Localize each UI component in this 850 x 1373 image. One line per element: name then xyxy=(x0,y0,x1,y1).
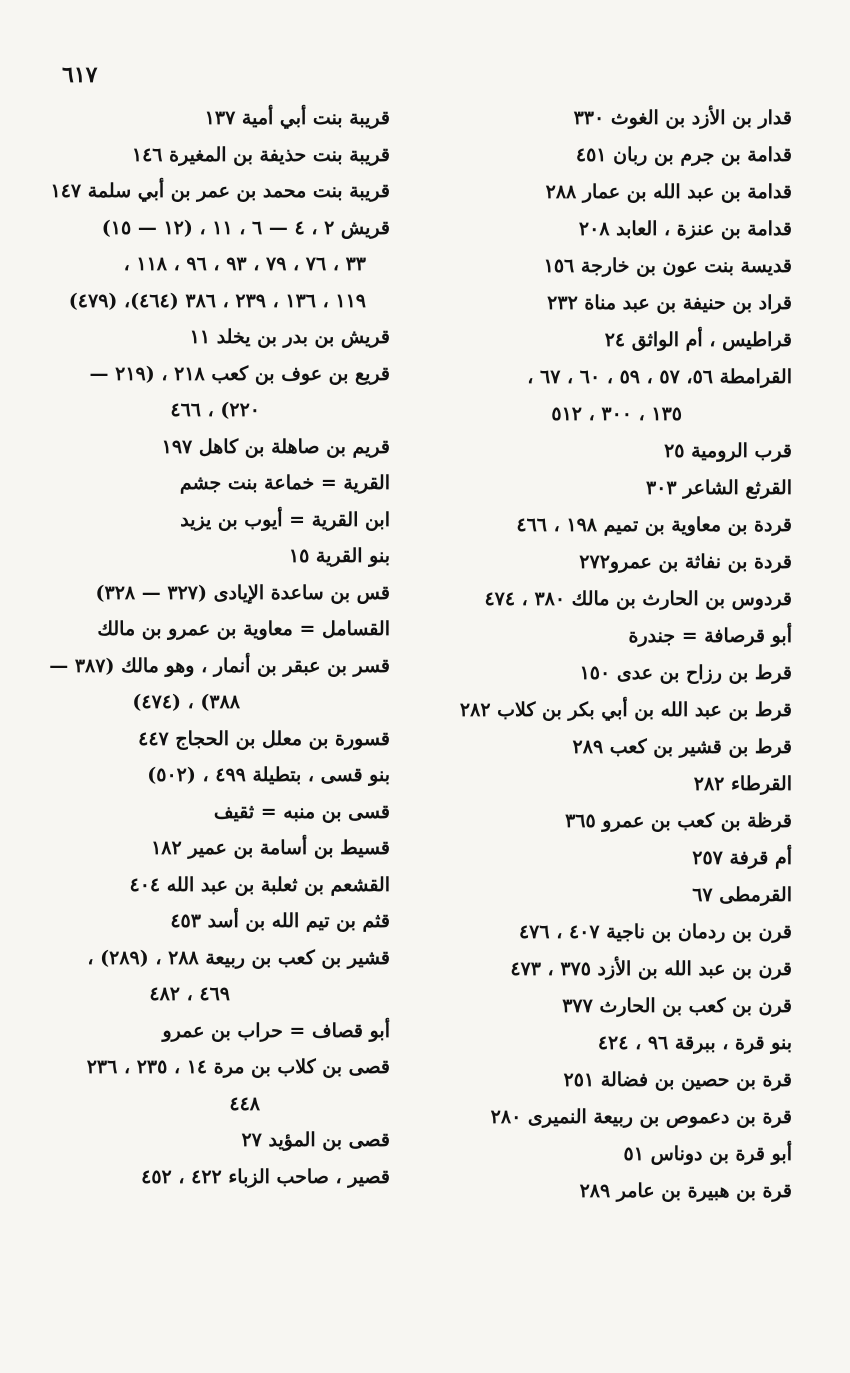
index-entry: قرب الرومية ٢٥ xyxy=(664,440,792,462)
index-entry: قرظة بن كعب بن عمرو ٣٦٥ xyxy=(565,810,792,832)
index-entry: قرن بن عبد الله بن الأزد ٣٧٥ ، ٤٧٣ xyxy=(510,958,792,980)
index-entry: قراد بن حنيفة بن عبد مناة ٢٣٢ xyxy=(547,292,792,314)
index-entry: أم قرفة ٢٥٧ xyxy=(692,847,792,869)
index-entry-continuation: ١١٩ ، ١٣٦ ، ٢٣٩ ، ٣٨٦ (٤٦٤)، (٤٧٩) xyxy=(68,289,366,312)
index-entry: قصى بن كلاب بن مرة ١٤ ، ٢٣٥ ، ٢٣٦ xyxy=(86,1056,390,1078)
index-entry: بنو قسى ، بتطيلة ٤٩٩ ، (٥٠٢) xyxy=(147,764,390,786)
index-entry: بنو القرية ١٥ xyxy=(288,545,390,567)
index-entry: قريبة بنت حذيفة بن المغيرة ١٤٦ xyxy=(131,143,390,166)
index-entry: القرمطى ٦٧ xyxy=(692,884,792,906)
index-entry: قردة بن نفاثة بن عمرو٢٧٢ xyxy=(579,551,792,573)
index-entry: أبو قصاف = حراب بن عمرو xyxy=(162,1019,390,1042)
index-entry-continuation: ١٣٥ ، ٣٠٠ ، ٥١٢ xyxy=(551,403,682,425)
index-entry: أبو قرصافة = جندرة xyxy=(628,625,792,647)
index-entry: قردوس بن الحارث بن مالك ٣٨٠ ، ٤٧٤ xyxy=(484,588,792,610)
index-entry: قرن بن كعب بن الحارث ٣٧٧ xyxy=(562,995,792,1017)
index-entry: قدار بن الأزد بن الغوث ٣٣٠ xyxy=(573,107,792,129)
index-entry: قديسة بنت عون بن خارجة ١٥٦ xyxy=(543,255,792,277)
index-entry: قرط بن عبد الله بن أبي بكر بن كلاب ٢٨٢ xyxy=(459,699,792,721)
index-entry-continuation: ٤٦٩ ، ٤٨٢ xyxy=(149,983,230,1005)
index-entry: قس بن ساعدة الإيادى (٣٢٧ — ٣٢٨) xyxy=(95,581,390,604)
index-entry: القرامطة ٥٦، ٥٧ ، ٥٩ ، ٦٠ ، ٦٧ ، xyxy=(527,366,792,388)
index-entry: قشير بن كعب بن ربيعة ٢٨٨ ، (٢٨٩) ، xyxy=(87,946,390,969)
index-entry: قردة بن معاوية بن تميم ١٩٨ ، ٤٦٦ xyxy=(516,514,792,536)
index-entry: قريع بن عوف بن كعب ٢١٨ ، (٢١٩ — xyxy=(89,362,390,385)
index-entry: قصير ، صاحب الزباء ٤٢٢ ، ٤٥٢ xyxy=(141,1165,390,1188)
index-entry: ابن القرية = أيوب بن يزيد xyxy=(180,508,390,531)
index-entry: قريم بن صاهلة بن كاهل ١٩٧ xyxy=(161,435,390,458)
index-entry: القشعم بن ثعلبة بن عبد الله ٤٠٤ xyxy=(129,873,390,896)
index-entry: القسامل = معاوية بن عمرو بن مالك xyxy=(97,618,390,640)
index-entry: قريبة بنت محمد بن عمر بن أبي سلمة ١٤٧ xyxy=(50,180,390,202)
index-entry: القرثع الشاعر ٣٠٣ xyxy=(645,477,792,499)
index-entry: قرة بن هبيرة بن عامر ٢٨٩ xyxy=(579,1180,792,1202)
index-entry: قرة بن دعموص بن ربيعة النميرى ٢٨٠ xyxy=(490,1106,792,1128)
index-entry: قرط بن رزاح بن عدى ١٥٠ xyxy=(579,662,792,684)
index-entry: قدامة بن عبد الله بن عمار ٢٨٨ xyxy=(545,181,792,203)
index-entry-continuation: ٢٢٠) ، ٤٦٦ xyxy=(170,399,260,421)
index-entry: قراطيس ، أم الواثق ٢٤ xyxy=(604,329,792,351)
index-entry: قصى بن المؤيد ٢٧ xyxy=(241,1129,390,1151)
index-entry: قريش ٢ ، ٤ — ٦ ، ١١ ، (١٢ — ١٥) xyxy=(101,216,390,239)
index-entry: قرن بن ردمان بن ناجية ٤٠٧ ، ٤٧٦ xyxy=(518,921,792,943)
index-entry: القرطاء ٢٨٢ xyxy=(693,773,792,795)
index-entry: قرة بن حصين بن فضالة ٢٥١ xyxy=(563,1069,792,1091)
index-entry: قرط بن قشير بن كعب ٢٨٩ xyxy=(572,736,792,758)
index-entry-continuation: ٤٤٨ xyxy=(229,1092,260,1115)
index-entry: قريبة بنت أبي أمية ١٣٧ xyxy=(204,107,390,129)
index-column-left xyxy=(45,100,390,1195)
index-entry: قريش بن بدر بن يخلد ١١ xyxy=(189,326,390,348)
index-entry: قسيط بن أسامة بن عمير ١٨٢ xyxy=(151,837,390,859)
index-entry: قسى بن منبه = ثقيف xyxy=(213,800,390,823)
index-entry: قدامة بن جرم بن ربان ٤٥١ xyxy=(575,144,792,166)
index-column-right xyxy=(412,100,792,1210)
index-entry-continuation: ٣٨٨) ، (٤٧٤) xyxy=(132,691,240,713)
index-entry: قسورة بن معلل بن الحجاج ٤٤٧ xyxy=(138,727,390,750)
index-entry: القرية = خماعة بنت جشم xyxy=(179,472,390,494)
index-entry: قسر بن عبقر بن أنمار ، وهو مالك (٣٨٧ — xyxy=(49,654,390,677)
index-entry: قثم بن تيم الله بن أسد ٤٥٣ xyxy=(170,910,390,932)
index-entry: أبو قرة بن دوناس ٥١ xyxy=(623,1143,792,1165)
index-entry: بنو قرة ، ببرقة ٩٦ ، ٤٢٤ xyxy=(597,1032,792,1054)
page-number: ٦١٧ xyxy=(62,62,98,88)
index-entry: قدامة بن عنزة ، العابد ٢٠٨ xyxy=(578,218,792,240)
index-entry-continuation: ٣٣ ، ٧٦ ، ٧٩ ، ٩٣ ، ٩٦ ، ١١٨ ، xyxy=(123,253,366,275)
